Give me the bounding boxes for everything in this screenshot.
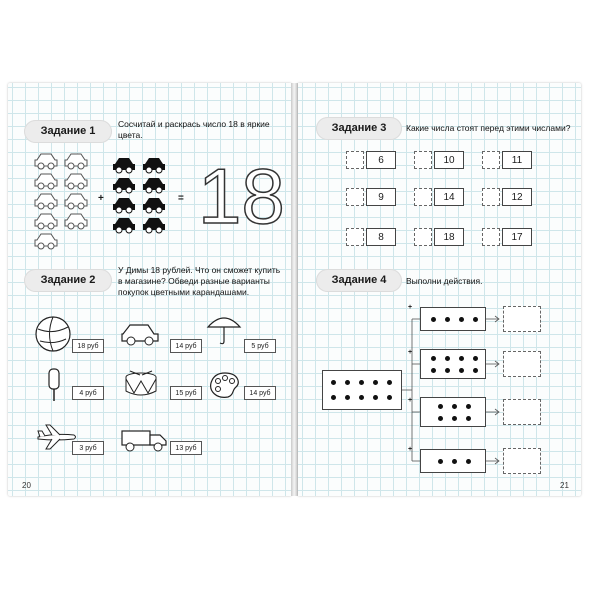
task4-text: Выполни действия. [406, 276, 483, 286]
price-umbrella: 5 руб [244, 339, 276, 353]
price-truck: 13 руб [170, 441, 202, 455]
dots-box-row2 [420, 349, 486, 379]
page-number-left: 20 [22, 481, 31, 490]
result-answer-box[interactable] [503, 399, 541, 425]
result-answer-box[interactable] [503, 306, 541, 332]
dot [431, 368, 436, 373]
task1-text: Сосчитай и раскрась число 18 в яркие цвета. [118, 119, 270, 140]
dot [431, 356, 436, 361]
dot [473, 368, 478, 373]
task4-title: Задание 4 [316, 269, 402, 292]
dot [438, 459, 443, 464]
dot [473, 356, 478, 361]
number-box: 18 [434, 228, 464, 246]
dot [431, 317, 436, 322]
ice-cream-icon [46, 367, 62, 403]
number-box: 14 [434, 188, 464, 206]
dot [473, 317, 478, 322]
drum-icon [122, 369, 160, 399]
price-ice-cream: 4 руб [72, 386, 104, 400]
plus-sign: + [98, 193, 104, 204]
plus-sign: + [408, 304, 413, 311]
number-box: 9 [366, 188, 396, 206]
toy-car-icon [120, 321, 160, 347]
dot [452, 404, 457, 409]
price-airplane: 3 руб [72, 441, 104, 455]
number-box: 8 [366, 228, 396, 246]
price-toy-car: 14 руб [170, 339, 202, 353]
task3-text: Какие числа стоят перед этими числами? [406, 123, 571, 133]
page-number-right: 21 [560, 481, 569, 490]
dot [466, 404, 471, 409]
dot [466, 459, 471, 464]
dot [452, 459, 457, 464]
dot [459, 356, 464, 361]
task1-title: Задание 1 [24, 120, 112, 143]
number-box: 11 [502, 151, 532, 169]
price-drum: 15 руб [170, 386, 202, 400]
big-number-outline[interactable] [198, 152, 285, 240]
number-box: 12 [502, 188, 532, 206]
result-answer-box[interactable] [503, 351, 541, 377]
plus-sign: + [408, 349, 413, 356]
price-palette: 14 руб [244, 386, 276, 400]
left-page [8, 83, 291, 496]
filled-cars-group [112, 155, 172, 235]
ball-icon [34, 315, 72, 353]
book-spine [291, 83, 298, 496]
price-ball: 18 руб [72, 339, 104, 353]
dots-box-row3 [420, 397, 486, 427]
connector-lines [298, 83, 581, 496]
task2-text: У Димы 18 рублей. Что он сможет купить в магазине? Обведи разные варианты покупок цветными карандашами. [118, 265, 281, 297]
dot [466, 416, 471, 421]
dot [445, 317, 450, 322]
result-answer-box[interactable] [503, 448, 541, 474]
umbrella-icon [206, 313, 242, 347]
equals-sign: = [178, 193, 184, 204]
truck-icon [120, 427, 168, 453]
dot [459, 317, 464, 322]
dots-box-row4 [420, 449, 486, 473]
dot [459, 368, 464, 373]
number-box: 6 [366, 151, 396, 169]
workbook-spread [8, 83, 581, 496]
right-page [298, 83, 581, 496]
plus-sign: + [408, 446, 413, 453]
plus-sign: + [408, 397, 413, 404]
dot [445, 356, 450, 361]
task2-title: Задание 2 [24, 269, 112, 292]
dot [445, 368, 450, 373]
dots-box-row1 [420, 307, 486, 331]
svg-text:18: 18 [198, 152, 285, 240]
number-box: 17 [502, 228, 532, 246]
task3-title: Задание 3 [316, 117, 402, 140]
dot [452, 416, 457, 421]
outlined-cars-group [34, 151, 94, 251]
palette-icon [208, 371, 242, 399]
dot [438, 404, 443, 409]
number-box: 10 [434, 151, 464, 169]
dot [438, 416, 443, 421]
